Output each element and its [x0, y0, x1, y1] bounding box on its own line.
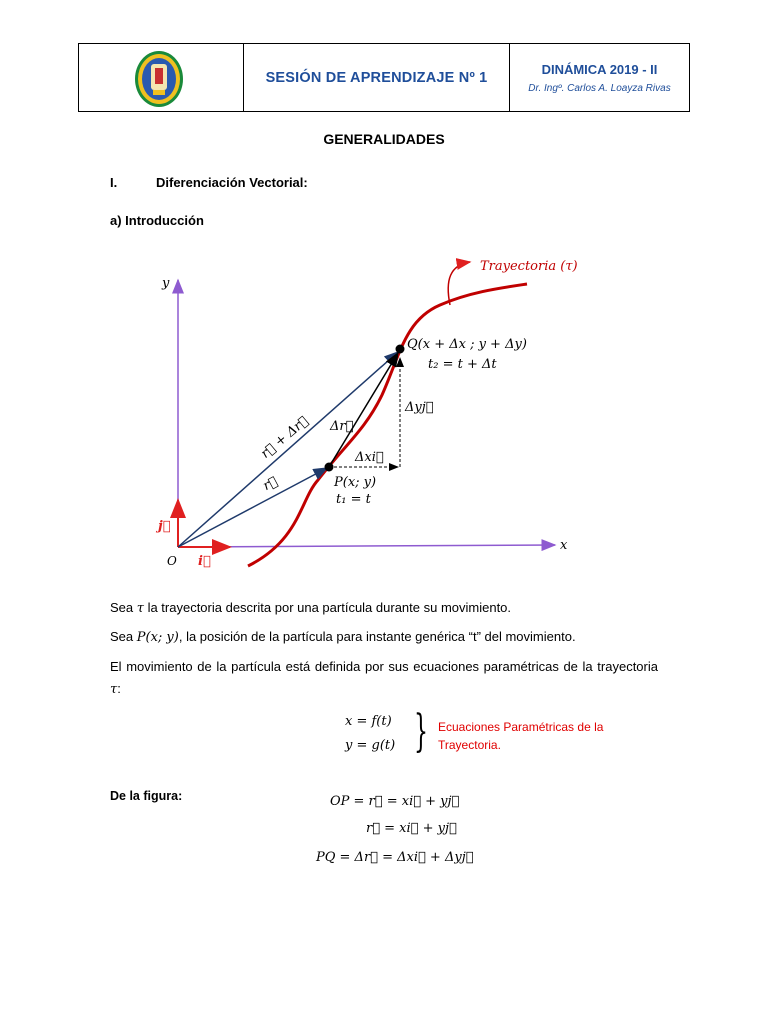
- j-unit-label: j⃗: [158, 519, 171, 534]
- p2-text-b: , la posición de la partícula para instante genérica “t” del movimiento.: [178, 629, 576, 644]
- equation-op: OP = r⃗ = xi⃗ + yj⃗: [330, 794, 460, 809]
- t2-label: t₂ = t + Δt: [428, 357, 497, 372]
- r-plus-dr-label: r⃗ + Δr⃗: [258, 413, 312, 462]
- dy-label: Δyj⃗: [405, 400, 434, 415]
- paragraph-2: [110, 627, 658, 648]
- P-label: P(x; y): [334, 475, 377, 490]
- author-name: Dr. Ingº. Carlos A. Loayza Rivas: [528, 82, 671, 94]
- equation-r: r⃗ = xi⃗ + yj⃗: [366, 821, 457, 836]
- paragraph-1: [110, 598, 658, 619]
- i-unit-label: i⃗: [198, 554, 211, 569]
- parametric-equations: [345, 710, 395, 758]
- dr-label: Δr⃗: [330, 419, 354, 434]
- y-axis-label: y: [162, 276, 170, 291]
- p2-text-a: Sea: [110, 629, 137, 644]
- p1-math: τ: [136, 601, 144, 616]
- section-number: I.: [110, 175, 118, 190]
- equation-pq: PQ = Δr⃗ = Δxi⃗ + Δyj⃗: [316, 850, 474, 865]
- t1-label: t₁ = t: [336, 492, 371, 507]
- Q-label: Q(x + Δx ; y + Δy): [407, 337, 527, 352]
- p1-text-a: Sea: [110, 600, 137, 615]
- point-Q: [396, 345, 405, 354]
- session-title: SESIÓN DE APRENDIZAJE Nº 1: [265, 69, 488, 86]
- eq-label-line1: Ecuaciones Paramétricas de la: [438, 720, 604, 734]
- dx-label: Δxi⃗: [355, 450, 384, 465]
- trajectory-label: Trayectoria (τ): [480, 259, 578, 274]
- position-vector-r: [178, 468, 327, 547]
- equation-y: y = g(t): [345, 738, 396, 753]
- from-figure-label: De la figura:: [110, 789, 183, 803]
- point-P: [325, 463, 334, 472]
- section-title: Diferenciación Vectorial:: [156, 175, 308, 190]
- p3-math: τ: [110, 682, 118, 697]
- parametric-equations-label: [438, 718, 603, 754]
- paragraph-3: [110, 656, 658, 701]
- brace-icon: }: [414, 706, 428, 757]
- p1-text-b: la trayectoria descrita por una partícula durante su movimiento.: [143, 600, 512, 615]
- x-axis-label: x: [560, 538, 568, 553]
- course-name: DINÁMICA 2019 - II: [541, 61, 658, 77]
- subsection-title: a) Introducción: [110, 213, 204, 228]
- x-axis: [178, 545, 555, 547]
- origin-label: O: [167, 554, 177, 568]
- page-title: GENERALIDADES: [323, 131, 445, 147]
- p2-math: P(x; y): [136, 630, 179, 645]
- p3-text-a: El movimiento de la partícula está definida por sus ecuaciones paramétricas de la trayectoria: [110, 659, 658, 674]
- equation-x: x = f(t): [345, 714, 392, 729]
- p3-text-b: :: [117, 681, 121, 696]
- r-label: r⃗: [260, 474, 281, 495]
- eq-label-line2: Trayectoria.: [438, 738, 501, 752]
